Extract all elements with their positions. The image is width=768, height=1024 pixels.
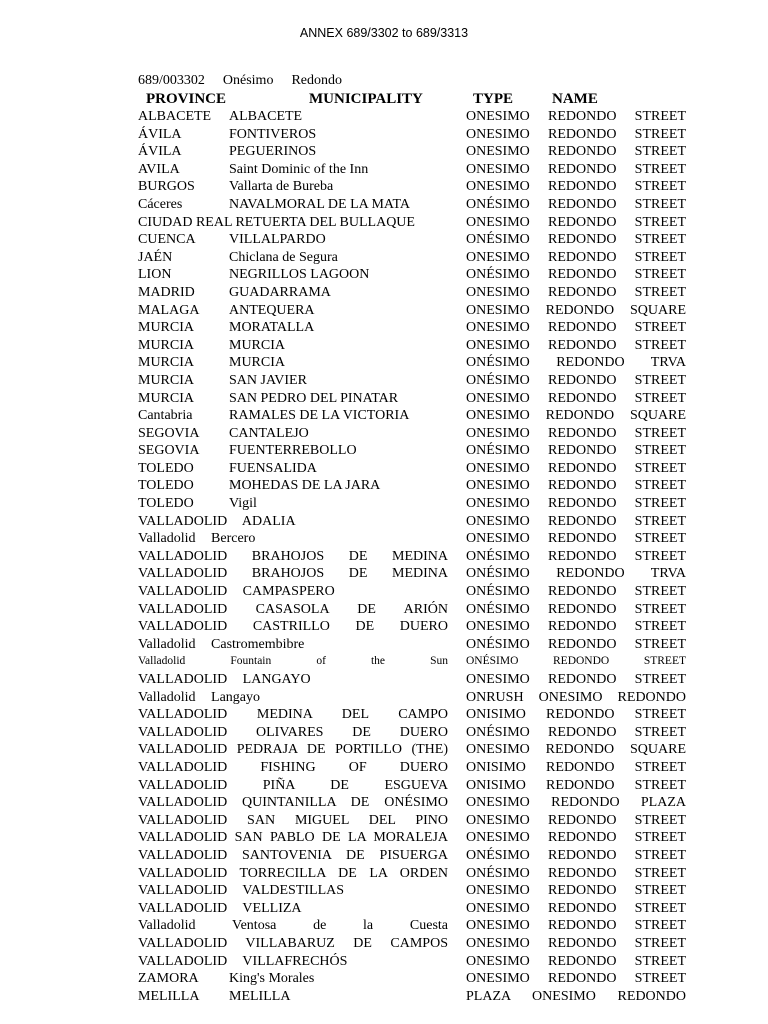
table-row: [0, 777, 768, 795]
street-name-cell: ONESIMO REDONDO STREET: [466, 284, 686, 300]
street-name-cell: ONESIMO REDONDO STREET: [466, 531, 686, 547]
table-row: [0, 319, 768, 337]
province-municipality-cell: VALLADOLID CAMPASPERO: [138, 584, 335, 600]
table-row: [0, 653, 768, 671]
province-cell: MALAGA: [138, 302, 200, 318]
municipality-cell: SAN PEDRO DEL PINATAR: [229, 390, 399, 406]
street-name-cell: ONESIMO REDONDO STREET: [466, 161, 686, 177]
record-last-name: Redondo: [291, 73, 343, 88]
table-row: [0, 829, 768, 847]
table-row: [0, 196, 768, 214]
province-cell: SEGOVIA: [138, 443, 200, 459]
province-cell: BURGOS: [138, 179, 195, 195]
municipality-cell: PEGUERINOS: [229, 144, 317, 160]
street-name-cell: ONESIMO REDONDO STREET: [466, 672, 686, 687]
municipality-cell: King's Morales: [229, 971, 315, 987]
table-row: [0, 284, 768, 302]
municipality-cell: MURCIA: [229, 355, 286, 371]
table-row: [0, 618, 768, 636]
street-name-cell: ONESIMO REDONDO STREET: [466, 900, 686, 916]
province-cell: TOLEDO: [138, 460, 194, 476]
street-name-cell: ONESIMO REDONDO SQUARE: [466, 408, 686, 424]
table-row: [0, 671, 768, 689]
annex-title: ANNEX 689/3302 to 689/3313: [299, 26, 469, 40]
province-cell: AVILA: [138, 161, 180, 177]
street-name-cell: ONISIMO REDONDO STREET: [466, 777, 686, 793]
province-cell: Cáceres: [138, 196, 183, 212]
street-name-cell: ONESIMO REDONDO STREET: [466, 460, 686, 476]
table-row: [0, 460, 768, 478]
table-row: [0, 407, 768, 425]
street-name-cell: ONESIMO REDONDO STREET: [466, 478, 686, 494]
province-municipality-cell: VALLADOLID OLIVARES DE DUERO: [138, 724, 448, 740]
province-municipality-cell: VALLADOLID MEDINA DEL CAMPO: [138, 707, 448, 723]
street-name-cell: ONISIMO REDONDO STREET: [466, 759, 686, 775]
municipality-cell: FUENTERREBOLLO: [229, 443, 357, 459]
table-row: [0, 689, 768, 707]
table-row: [0, 161, 768, 179]
province-cell: JAÉN: [138, 249, 173, 265]
street-name-cell: ONESIMO REDONDO STREET: [466, 425, 686, 441]
municipality-cell: FUENSALIDA: [229, 460, 317, 476]
street-name-cell: ONESIMO REDONDO STREET: [466, 935, 686, 951]
table-row: [0, 425, 768, 443]
table-row: [0, 970, 768, 988]
province-cell: CUENCA: [138, 232, 196, 248]
street-name-cell: ONESIMO REDONDO STREET: [466, 496, 686, 512]
province-cell: TOLEDO: [138, 478, 194, 494]
table-row: [0, 583, 768, 601]
province-cell: TOLEDO: [138, 496, 194, 512]
province-municipality-cell: Valladolid Langayo: [138, 689, 261, 705]
table-row: [0, 266, 768, 284]
street-name-cell: ONÉSIMO REDONDO STREET: [466, 636, 686, 652]
province-municipality-cell: VALLADOLID PEDRAJA DE PORTILLO (THE): [138, 742, 448, 758]
province-cell: MURCIA: [138, 355, 195, 371]
table-row: [0, 372, 768, 390]
street-name-cell: ONÉSIMO REDONDO STREET: [466, 655, 686, 668]
street-name-cell: ONESIMO REDONDO STREET: [466, 249, 686, 265]
province-municipality-cell: VALLADOLID CASASOLA DE ARIÓN: [138, 601, 448, 617]
province-municipality-cell: VALLADOLID LANGAYO: [138, 672, 311, 687]
street-name-cell: ONESIMO REDONDO STREET: [466, 337, 686, 353]
province-municipality-cell: VALLADOLID VILLABARUZ DE CAMPOS: [138, 935, 448, 951]
street-name-cell: ONESIMO REDONDO STREET: [466, 320, 686, 336]
province-cell: MELILLA: [138, 988, 200, 1004]
table-row: [0, 302, 768, 320]
municipality-cell: VILLALPARDO: [229, 232, 326, 248]
table-row: [0, 847, 768, 865]
column-header-province: PROVINCE: [146, 91, 227, 107]
province-cell: MADRID: [138, 284, 195, 300]
table-row: [0, 741, 768, 759]
record-line: [138, 73, 360, 89]
street-name-cell: ONÉSIMO REDONDO STREET: [466, 865, 686, 881]
street-name-cell: ONESIMO REDONDO SQUARE: [466, 302, 686, 318]
table-row: [0, 565, 768, 583]
municipality-cell: MOHEDAS DE LA JARA: [229, 478, 381, 494]
province-municipality-cell: VALLADOLID SANTOVENIA DE PISUERGA: [138, 847, 448, 863]
street-name-cell: ONESIMO REDONDO STREET: [466, 812, 686, 828]
province-cell: MURCIA: [138, 337, 195, 353]
column-header-name: NAME: [552, 91, 598, 107]
municipality-cell: FONTIVEROS: [229, 126, 317, 142]
street-name-cell: ONESIMO REDONDO STREET: [466, 179, 686, 195]
province-municipality-cell: VALLADOLID QUINTANILLA DE ONÉSIMO: [138, 795, 448, 811]
table-row: [0, 601, 768, 619]
table-row: [0, 231, 768, 249]
street-name-cell: ONESIMO REDONDO STREET: [466, 953, 686, 969]
table-row: [0, 636, 768, 654]
table-row: [0, 917, 768, 935]
table-row: [0, 337, 768, 355]
street-name-cell: ONÉSIMO REDONDO TRVA: [466, 566, 686, 582]
street-table: [0, 108, 768, 1005]
province-municipality-cell: Valladolid Castromembibre: [138, 636, 305, 652]
street-name-cell: ONÉSIMO REDONDO STREET: [466, 847, 686, 863]
street-name-cell: ONÉSIMO REDONDO STREET: [466, 196, 686, 212]
province-municipality-cell: VALLADOLID PIÑA DE ESGUEVA: [138, 777, 448, 793]
street-name-cell: ONESIMO REDONDO STREET: [466, 971, 686, 987]
municipality-cell: CANTALEJO: [229, 425, 309, 441]
municipality-cell: Vigil: [229, 496, 257, 512]
municipality-cell: SAN JAVIER: [229, 372, 307, 388]
province-municipality-cell: VALLADOLID VALDESTILLAS: [138, 883, 345, 899]
municipality-cell: NEGRILLOS LAGOON: [229, 267, 370, 283]
table-row: [0, 953, 768, 971]
table-row: [0, 354, 768, 372]
street-name-cell: ONÉSIMO REDONDO STREET: [466, 724, 686, 740]
record-id: 689/003302: [138, 73, 205, 88]
province-municipality-cell: VALLADOLID CASTRILLO DE DUERO: [138, 619, 448, 635]
province-municipality-cell: VALLADOLID ADALIA: [138, 513, 296, 529]
municipality-cell: MORATALLA: [229, 320, 315, 336]
province-cell: ALBACETE: [138, 109, 212, 124]
column-header-municipality: MUNICIPALITY: [309, 91, 423, 107]
municipality-cell: Chiclana de Segura: [229, 249, 338, 265]
province-cell: SEGOVIA: [138, 425, 200, 441]
table-row: [0, 214, 768, 232]
street-name-cell: ONESIMO REDONDO STREET: [466, 109, 686, 124]
province-municipality-cell: Valladolid Fountain of the Sun: [138, 655, 448, 668]
province-cell: LION: [138, 267, 172, 283]
province-municipality-cell: VALLADOLID BRAHOJOS DE MEDINA: [138, 548, 448, 564]
table-row: [0, 548, 768, 566]
street-name-cell: ONÉSIMO REDONDO STREET: [466, 232, 686, 248]
municipality-cell: MELILLA: [229, 988, 291, 1004]
street-name-cell: ONESIMO REDONDO STREET: [466, 619, 686, 635]
street-name-cell: ONESIMO REDONDO PLAZA: [466, 795, 686, 811]
table-row: [0, 390, 768, 408]
table-row: [0, 794, 768, 812]
street-name-cell: ONESIMO REDONDO STREET: [466, 513, 686, 529]
table-row: [0, 108, 768, 126]
municipality-cell: Vallarta de Bureba: [229, 179, 334, 195]
province-cell: Cantabria: [138, 408, 193, 424]
street-name-cell: ONESIMO REDONDO STREET: [466, 918, 686, 934]
table-row: [0, 143, 768, 161]
street-name-cell: ONESIMO REDONDO STREET: [466, 883, 686, 899]
table-row: [0, 178, 768, 196]
municipality-cell: Saint Dominic of the Inn: [229, 161, 369, 177]
column-header-type: TYPE: [473, 91, 514, 107]
street-name-cell: ONESIMO REDONDO STREET: [466, 126, 686, 142]
province-municipality-cell: VALLADOLID SAN MIGUEL DEL PINO: [138, 812, 448, 828]
street-name-cell: ONÉSIMO REDONDO STREET: [466, 443, 686, 459]
table-row: [0, 126, 768, 144]
table-row: [0, 812, 768, 830]
province-cell: ZAMORA: [138, 971, 199, 987]
table-row: [0, 882, 768, 900]
municipality-cell: GUADARRAMA: [229, 284, 331, 300]
table-row: [0, 988, 768, 1006]
street-name-cell: ONÉSIMO REDONDO STREET: [466, 267, 686, 283]
table-row: [0, 513, 768, 531]
province-municipality-cell: VALLADOLID SAN PABLO DE LA MORALEJA: [138, 830, 448, 846]
table-row: [0, 865, 768, 883]
province-municipality-cell: VALLADOLID VILLAFRECHÓS: [138, 953, 348, 969]
province-municipality-cell: CIUDAD REAL RETUERTA DEL BULLAQUE: [138, 214, 415, 230]
table-row: [0, 900, 768, 918]
province-cell: MURCIA: [138, 390, 195, 406]
province-municipality-cell: VALLADOLID BRAHOJOS DE MEDINA: [138, 566, 448, 582]
table-row: [0, 442, 768, 460]
province-municipality-cell: Valladolid Ventosa de la Cuesta: [138, 918, 448, 934]
municipality-cell: ANTEQUERA: [229, 302, 315, 318]
street-name-cell: ONÉSIMO REDONDO STREET: [466, 584, 686, 600]
street-name-cell: ONESIMO REDONDO STREET: [466, 144, 686, 160]
table-row: [0, 495, 768, 513]
province-cell: ÁVILA: [138, 144, 182, 160]
table-row: [0, 477, 768, 495]
record-first-name: Onésimo: [222, 73, 274, 88]
street-name-cell: ONÉSIMO REDONDO STREET: [466, 601, 686, 617]
street-name-cell: PLAZA ONESIMO REDONDO: [466, 988, 686, 1004]
province-cell: ÁVILA: [138, 126, 182, 142]
table-row: [0, 935, 768, 953]
province-cell: MURCIA: [138, 320, 195, 336]
table-row: [0, 706, 768, 724]
municipality-cell: RAMALES DE LA VICTORIA: [229, 408, 410, 424]
province-municipality-cell: VALLADOLID FISHING OF DUERO: [138, 759, 448, 775]
municipality-cell: NAVALMORAL DE LA MATA: [229, 196, 411, 212]
table-row: [0, 759, 768, 777]
street-name-cell: ONESIMO REDONDO STREET: [466, 830, 686, 846]
street-name-cell: ONÉSIMO REDONDO STREET: [466, 548, 686, 564]
street-name-cell: ONESIMO REDONDO STREET: [466, 214, 686, 230]
street-name-cell: ONRUSH ONESIMO REDONDO: [466, 689, 686, 705]
street-name-cell: ONESIMO REDONDO SQUARE: [466, 742, 686, 758]
municipality-cell: ALBACETE: [229, 109, 303, 124]
street-name-cell: ONESIMO REDONDO STREET: [466, 390, 686, 406]
municipality-cell: MURCIA: [229, 337, 286, 353]
table-row: [0, 530, 768, 548]
street-name-cell: ONISIMO REDONDO STREET: [466, 707, 686, 723]
province-municipality-cell: Valladolid Bercero: [138, 531, 256, 547]
street-name-cell: ONÉSIMO REDONDO TRVA: [466, 355, 686, 371]
street-name-cell: ONÉSIMO REDONDO STREET: [466, 372, 686, 388]
province-cell: MURCIA: [138, 372, 195, 388]
table-row: [0, 249, 768, 267]
province-municipality-cell: VALLADOLID TORRECILLA DE LA ORDEN: [138, 865, 448, 881]
province-municipality-cell: VALLADOLID VELLIZA: [138, 900, 302, 916]
table-row: [0, 724, 768, 742]
